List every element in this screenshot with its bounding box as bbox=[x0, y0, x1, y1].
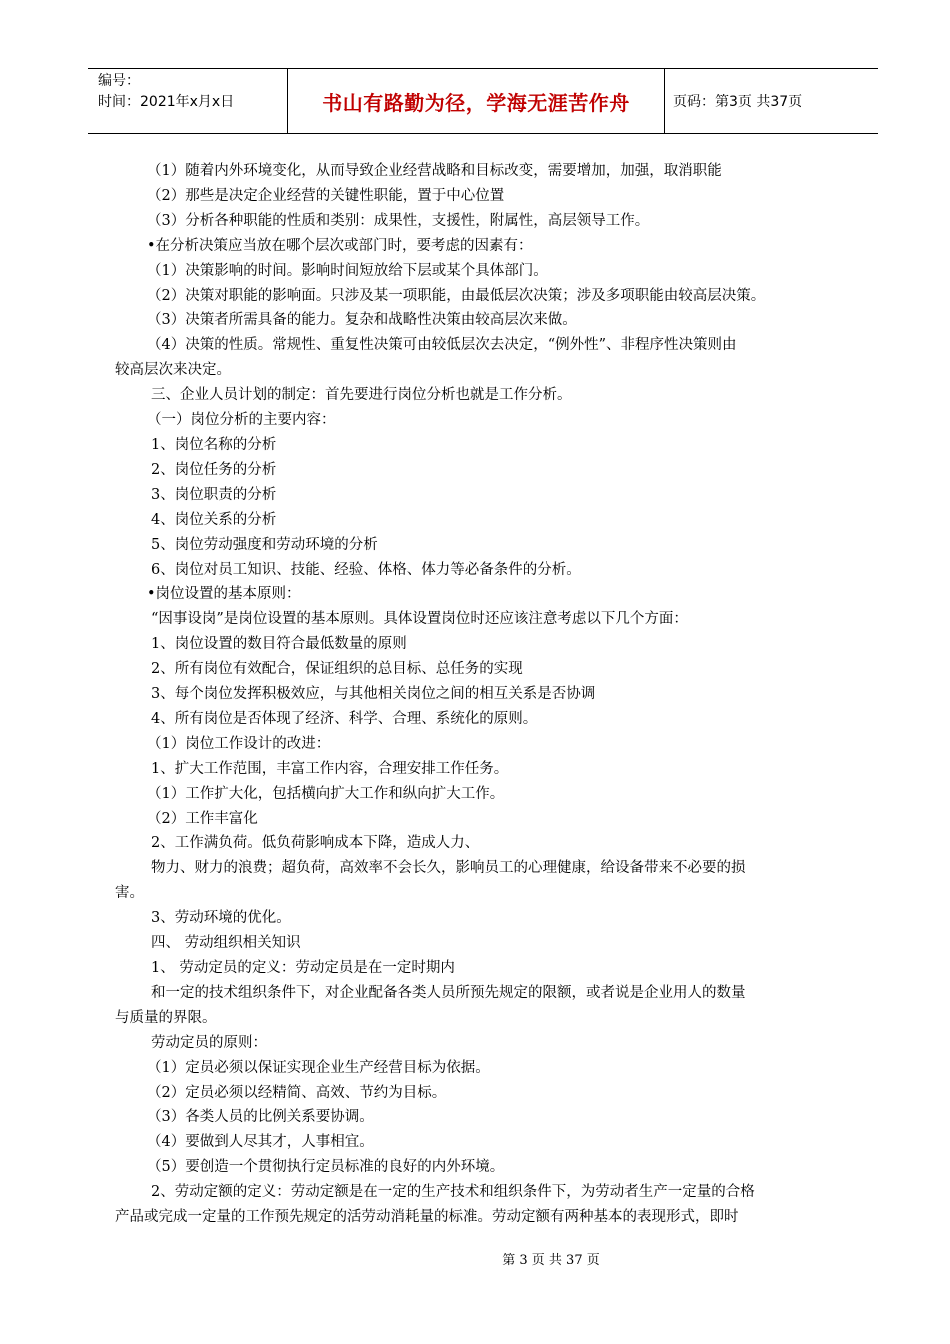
document-body bbox=[115, 159, 855, 1230]
list-item: 4、岗位关系的分析 bbox=[151, 511, 277, 528]
list-item: 1、岗位设置的数目符合最低数量的原则 bbox=[151, 636, 407, 653]
list-item: 2、所有岗位有效配合，保证组织的总目标、总任务的实现 bbox=[151, 661, 523, 678]
text-line: 物力、财力的浪费；超负荷，高效率不会长久，影响员工的心理健康，给设备带来不必要的损 bbox=[151, 860, 746, 877]
text-line: （2）工作丰富化 bbox=[147, 810, 258, 827]
text-line: （一）岗位分析的主要内容： bbox=[147, 412, 336, 429]
text-line: （1）岗位工作设计的改进： bbox=[147, 735, 331, 752]
list-item: 3、劳动环境的优化。 bbox=[151, 910, 291, 927]
text-line: （4）决策的性质。常规性、重复性决策可由较低层次去决定，“例外性”、非程序性决策则由 bbox=[147, 337, 737, 354]
text-line: 劳动定员的原则： bbox=[151, 1034, 267, 1051]
text-line: 害。 bbox=[115, 885, 144, 902]
header-page-number: 页码：第3页 共37页 bbox=[673, 94, 803, 110]
list-item: 1、扩大工作范围，丰富工作内容，合理安排工作任务。 bbox=[151, 760, 509, 777]
text-line: 和一定的技术组织条件下，对企业配备各类人员所预先规定的限额，或者说是企业用人的数量 bbox=[151, 984, 746, 1001]
header-meta bbox=[88, 69, 287, 133]
list-item: 2、岗位任务的分析 bbox=[151, 461, 277, 478]
number-label: 编号： bbox=[98, 73, 140, 89]
text-line: 产品或完成一定量的工作预先规定的活劳动消耗量的标准。劳动定额有两种基本的表现形式，即时 bbox=[115, 1209, 739, 1226]
section-heading: 三、企业人员计划的制定：首先要进行岗位分析也就是工作分析。 bbox=[151, 387, 572, 404]
text-line: （3）分析各种职能的性质和类别：成果性，支援性，附属性，高层领导工作。 bbox=[147, 212, 650, 229]
text-line: （1）定员必须以保证实现企业生产经营目标为依据。 bbox=[147, 1059, 490, 1076]
footer-page-number: 第 3 页 共 37 页 bbox=[502, 1253, 600, 1268]
section-heading: 四、 劳动组织相关知识 bbox=[151, 935, 301, 952]
text-line: （2）那些是决定企业经营的关键性职能，置于中心位置 bbox=[147, 187, 505, 204]
text-line: （1）工作扩大化，包括横向扩大工作和纵向扩大工作。 bbox=[147, 785, 505, 802]
text-line: （4）要做到人尽其才，人事相宜。 bbox=[147, 1134, 374, 1151]
list-item: 4、所有岗位是否体现了经济、科学、合理、系统化的原则。 bbox=[151, 710, 538, 727]
list-item: 2、工作满负荷。低负荷影响成本下降，造成人力、 bbox=[151, 835, 480, 852]
time-label: 时间：2021年x月x日 bbox=[98, 94, 235, 110]
text-line: （3）决策者所需具备的能力。复杂和战略性决策由较高层次来做。 bbox=[147, 312, 577, 329]
list-item: 3、每个岗位发挥积极效应，与其他相关岗位之间的相互关系是否协调 bbox=[151, 686, 596, 703]
text-line: （2）决策对职能的影响面。只涉及某一项职能，由最低层次决策；涉及多项职能由较高层决策。 bbox=[147, 287, 766, 304]
list-item: 2、劳动定额的定义：劳动定额是在一定的生产技术和组织条件下，为劳动者生产一定量的合格 bbox=[151, 1184, 755, 1201]
text-line: “因事设岗”是岗位设置的基本原则。具体设置岗位时还应该注意考虑以下几个方面： bbox=[151, 611, 688, 628]
list-item: 1、岗位名称的分析 bbox=[151, 436, 277, 453]
page-footer bbox=[0, 1249, 950, 1268]
text-line: （1）随着内外环境变化，从而导致企业经营战略和目标改变，需要增加，加强，取消职能 bbox=[147, 163, 722, 179]
text-line: （1）决策影响的时间。影响时间短放给下层或某个具体部门。 bbox=[147, 262, 548, 279]
list-item: 3、岗位职责的分析 bbox=[151, 486, 277, 503]
text-line: （2）定员必须以经精简、高效、节约为目标。 bbox=[147, 1084, 447, 1101]
header-motto: 书山有路勤为径，学海无涯苦作舟 bbox=[287, 69, 665, 133]
text-line: •在分析决策应当放在哪个层次或部门时，要考虑的因素有： bbox=[147, 237, 533, 254]
list-item: 1、 劳动定员的定义：劳动定员是在一定时期内 bbox=[151, 960, 455, 976]
text-line: （3）各类人员的比例关系要协调。 bbox=[147, 1109, 374, 1126]
text-line: 较高层次来决定。 bbox=[115, 362, 231, 379]
list-item: 5、岗位劳动强度和劳动环境的分析 bbox=[151, 536, 378, 553]
page-header bbox=[88, 68, 878, 134]
list-item: 6、岗位对员工知识、技能、经验、体格、体力等必备条件的分析。 bbox=[151, 561, 581, 578]
text-line: （5）要创造一个贯彻执行定员标准的良好的内外环境。 bbox=[147, 1159, 505, 1176]
text-line: 与质量的界限。 bbox=[115, 1009, 217, 1026]
text-line: •岗位设置的基本原则： bbox=[147, 586, 301, 603]
